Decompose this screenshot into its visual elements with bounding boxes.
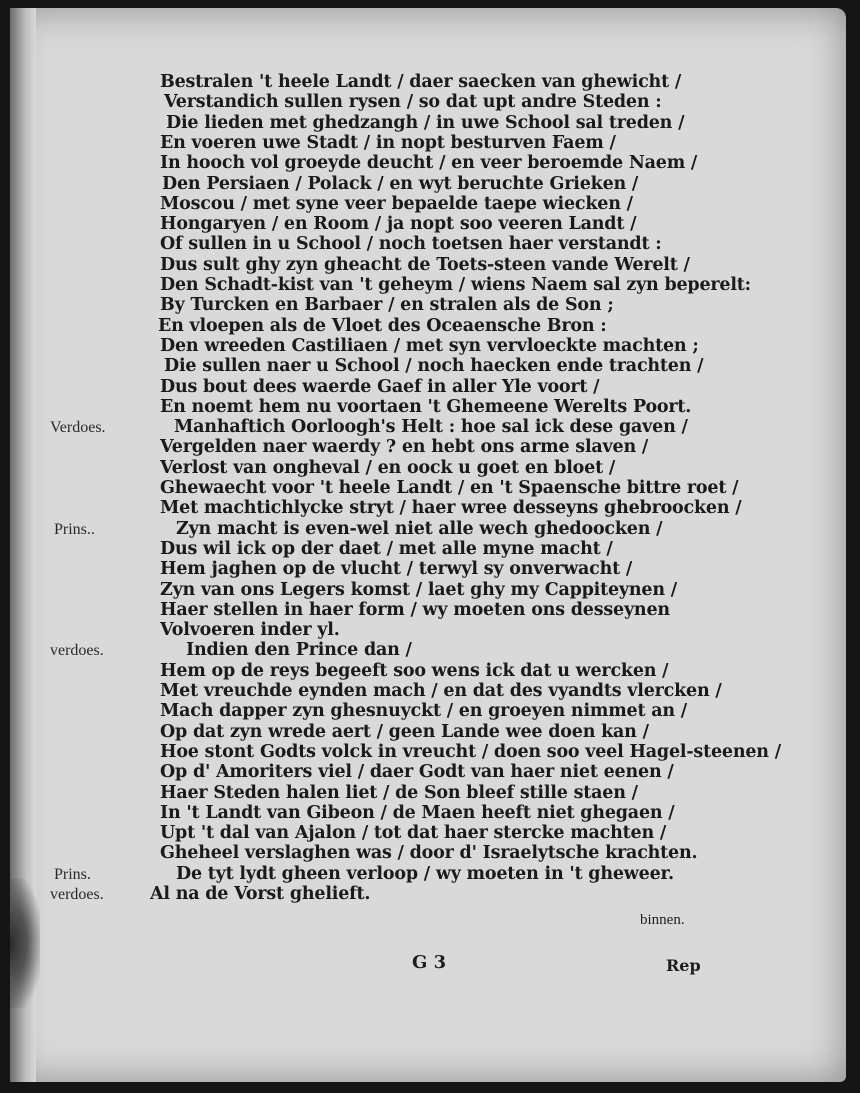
catchword: binnen. xyxy=(640,912,685,928)
verse-line: Upt 't dal van Ajalon / tot dat haer stercke machten / xyxy=(160,823,667,844)
verse-line: En noemt hem nu voortaen 't Ghemeene Werelts Poort. xyxy=(160,396,692,417)
speaker-label: verdoes. xyxy=(50,642,104,660)
verse-line: Gheheel verslaghen was / door d' Israelytsche krachten. xyxy=(160,843,698,864)
verse-text xyxy=(10,8,846,1082)
verse-line: En voeren uwe Stadt / in nopt besturven Faem / xyxy=(160,132,616,153)
verse-line: Of sullen in u School / noch toetsen haer verstandt : xyxy=(160,234,662,255)
verse-line: Hoe stont Godts volck in vreucht / doen soo veel Hagel-steenen / xyxy=(160,741,781,762)
verse-line: Al na de Vorst ghelieft. xyxy=(150,884,371,904)
verse-line: Op d' Amoriters viel / daer Godt van haer niet eenen / xyxy=(160,762,674,783)
speaker-label: Prins. xyxy=(54,865,91,883)
verse-line: Hem op de reys begeeft soo wens ick dat u wercken / xyxy=(160,660,669,681)
verse-line: Ghewaecht voor 't heele Landt / en 't Spaensche bittre roet / xyxy=(160,478,739,498)
verse-line: Haer Steden halen liet / de Son bleef stille staen / xyxy=(160,782,638,803)
book-page xyxy=(10,8,846,1082)
verse-line: Den wreeden Castiliaen / met syn vervloeckte machten ; xyxy=(160,335,699,356)
verse-line: Bestralen 't heele Landt / daer saecken van ghewicht / xyxy=(160,72,682,92)
verse-line: Op dat zyn wrede aert / geen Lande wee doen kan / xyxy=(160,721,649,742)
verse-line: Hem jaghen op de vlucht / terwyl sy onverwacht / xyxy=(160,559,633,580)
verse-line: Moscou / met syne veer bepaelde taepe wiecken / xyxy=(160,193,633,214)
verse-line: Dus bout dees waerde Gaef in aller Yle voort / xyxy=(160,376,600,397)
verse-line: Die sullen naer u School / noch haecken ende trachten / xyxy=(164,356,704,377)
verse-line: Zyn macht is even-wel niet alle wech ghedoocken / xyxy=(176,518,663,539)
verse-line: Zyn van ons Legers komst / laet ghy my Cappiteynen / xyxy=(160,579,677,600)
verse-line: En vloepen als de Vloet des Oceaensche Bron : xyxy=(158,315,607,336)
verse-line: Dus sult ghy zyn gheacht de Toets-steen vande Werelt / xyxy=(160,254,690,275)
next-page-catchword: Rep xyxy=(666,956,701,975)
signature-mark: G 3 xyxy=(412,952,447,973)
verse-line: Met machtichlycke stryt / haer wree desseyns ghebroocken / xyxy=(160,498,742,519)
speaker-label: Prins.. xyxy=(54,520,95,538)
verse-line: Verstandich sullen rysen / so dat upt andre Steden : xyxy=(164,92,662,113)
verse-line: In hooch vol groeyde deucht / en veer beroemde Naem / xyxy=(160,153,698,174)
verse-line: Met vreuchde eynden mach / en dat des vyandts vlercken / xyxy=(160,681,722,701)
verse-line: Verlost van ongheval / en oock u goet en bloet / xyxy=(160,457,616,478)
verse-line: Hongaryen / en Room / ja nopt soo veeren Landt / xyxy=(160,214,637,235)
verse-line: Haer stellen in haer form / wy moeten ons desseynen xyxy=(160,599,670,620)
verse-line: Indien den Prince dan / xyxy=(186,640,412,661)
verse-line: Mach dapper zyn ghesnuyckt / en groeyen nimmet an / xyxy=(160,701,687,722)
verse-line: Den Schadt-kist van 't geheym / wiens Naem sal zyn beperelt: xyxy=(160,275,751,295)
verse-line: Volvoeren inder yl. xyxy=(160,620,340,641)
verse-line: Den Persiaen / Polack / en wyt beruchte Grieken / xyxy=(162,173,639,194)
verse-line: Dus wil ick op der daet / met alle myne macht / xyxy=(160,538,613,559)
speaker-label: verdoes. xyxy=(50,886,104,903)
verse-line: Die lieden met ghedzangh / in uwe School sal treden / xyxy=(166,112,685,133)
verse-line: In 't Landt van Gibeon / de Maen heeft niet ghegaen / xyxy=(160,802,675,823)
verse-line: By Turcken en Barbaer / en stralen als de Son ; xyxy=(160,295,614,316)
verse-line: Manhaftich Oorloogh's Helt : hoe sal ick dese gaven / xyxy=(174,417,688,438)
verse-line: Vergelden naer waerdy ? en hebt ons arme slaven / xyxy=(160,437,649,458)
speaker-label: Verdoes. xyxy=(50,419,106,437)
verse-line: De tyt lydt gheen verloop / wy moeten in 't gheweer. xyxy=(176,863,674,884)
